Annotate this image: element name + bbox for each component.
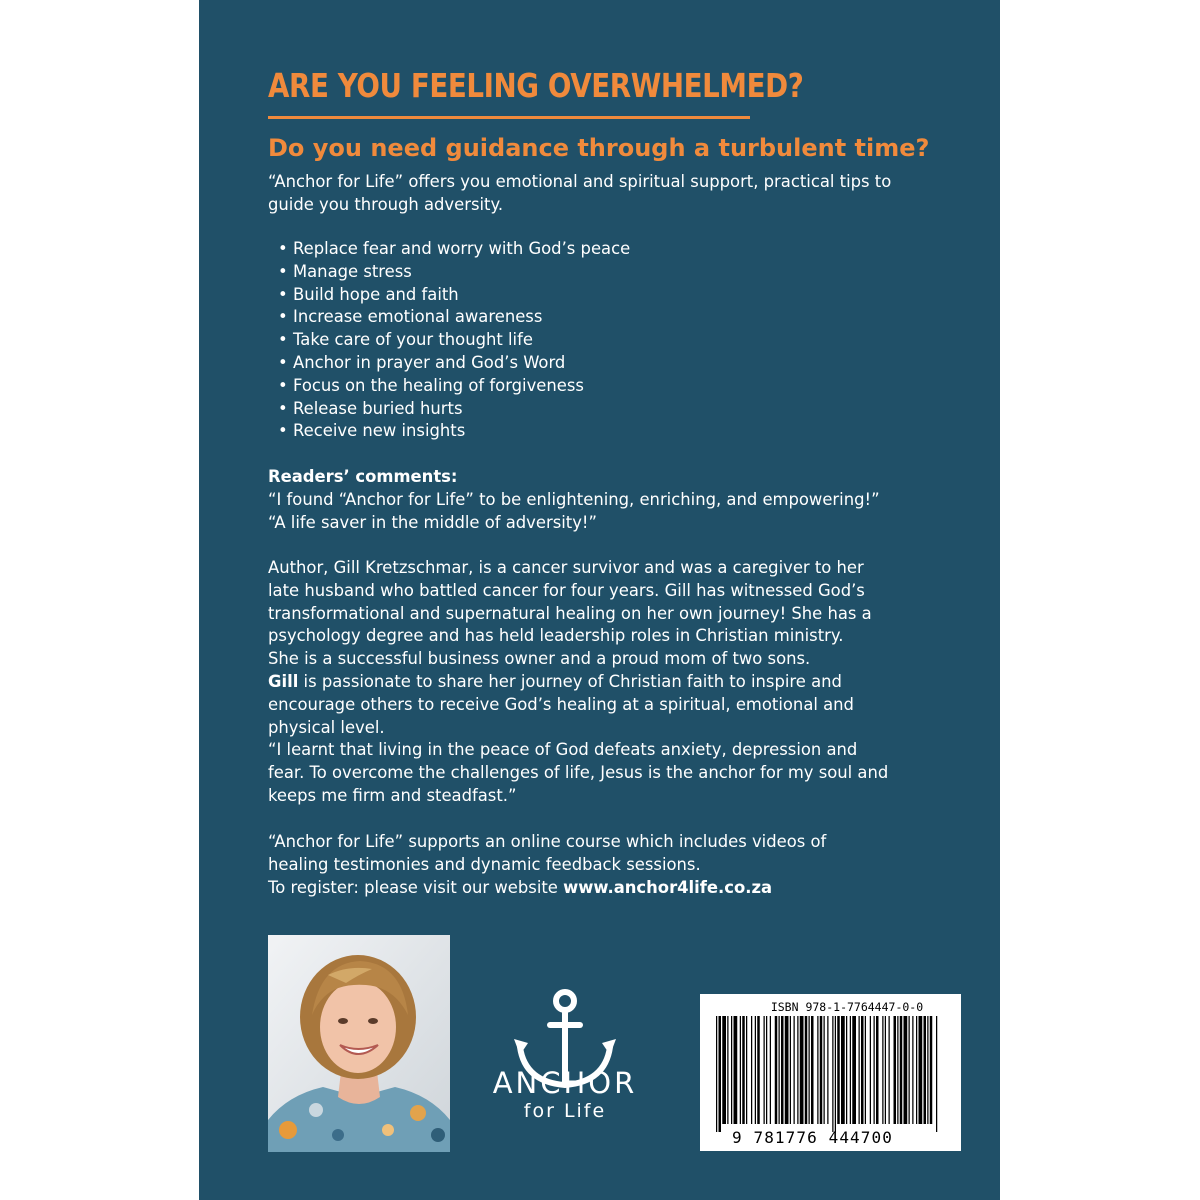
barcode-bar [781,1016,784,1124]
barcode-bar [897,1016,898,1124]
bullet-icon: • [278,284,288,304]
barcode-bar [846,1016,847,1124]
list-item [278,284,630,307]
bullet-icon: • [278,239,288,258]
barcode-bar [766,1016,767,1124]
bio-line: psychology degree and has held leadership roles in Christian ministry. [268,626,844,646]
bio-line [268,671,948,694]
bio-line-text: is passionate to share her journey of Christian faith to inspire and [298,671,842,691]
barcode-bar [841,1016,845,1124]
barcode-bar [770,1016,771,1124]
author-portrait-illustration [268,935,450,1152]
barcode-bar [731,1016,732,1124]
barcode-bar [930,1016,933,1124]
barcode-bar [751,1016,752,1124]
barcode-bar [835,1016,836,1132]
barcode-bar [727,1016,728,1124]
barcode-bar [716,1016,717,1132]
list-item-text: Build hope and faith [293,284,459,304]
reader-quote: “I found “Anchor for Life” to be enlightening, enriching, and empowering!” [268,489,880,509]
barcode-bar [865,1016,866,1124]
barcode-bar [900,1016,903,1124]
bullet-icon: • [278,330,288,350]
reader-quote: “A life saver in the middle of adversity!” [268,512,597,532]
barcode-bar [924,1016,927,1124]
barcode-bar [790,1016,791,1124]
bio-line: She is a successful business owner and a proud mom of two sons. [268,649,811,669]
author-quote-line: fear. To overcome the challenges of life, Jesus is the anchor for my soul and [268,763,889,783]
bio-line: late husband who battled cancer for four years. Gill has witnessed God’s [268,580,865,600]
bio-line: transformational and supernatural healing on her own journey! She has a [268,603,872,623]
list-item [278,420,630,443]
list-item-text: Anchor in prayer and God’s Word [293,352,566,372]
barcode-bar [742,1016,745,1124]
subheading: Do you need guidance through a turbulent time? [268,134,930,162]
barcode-bar [927,1016,928,1124]
barcode-bar [936,1016,937,1132]
list-item-text: Focus on the healing of forgiveness [293,375,584,395]
intro-paragraph [268,171,948,217]
barcode-bar [889,1016,890,1124]
barcode-bar [827,1016,828,1124]
barcode-bar [916,1016,917,1124]
course-line: “Anchor for Life” supports an online course which includes videos of [268,832,827,851]
barcode-bar [820,1016,823,1124]
list-item-text: Release buried hurts [293,398,463,418]
barcode-bar [852,1016,856,1124]
headline-underline [268,116,750,119]
bio-line: encourage others to receive God’s healing at a spiritual, emotional and [268,694,854,714]
bullet-icon: • [278,261,288,281]
barcode-bar [909,1016,910,1124]
barcode-bar [885,1016,886,1124]
register-line [268,877,948,900]
author-name: Gill [268,671,299,691]
barcode-bar [861,1016,864,1124]
author-quote-line: keeps me firm and steadfast.” [268,785,517,805]
barcode-bar [722,1016,726,1124]
barcode-bar [785,1016,789,1124]
barcode-bar [775,1016,778,1124]
list-item [278,261,630,284]
barcode [712,1016,942,1132]
barcode-bar [882,1016,883,1124]
barcode-bar [859,1016,860,1124]
list-item-text: Take care of your thought life [293,330,533,350]
register-text: To register: please visit our website [268,877,564,897]
barcode-bar [755,1016,756,1124]
barcode-bar [811,1016,814,1124]
barcode-bar [734,1016,738,1124]
list-item [278,398,630,421]
list-item [278,306,630,329]
barcode-bar [719,1016,722,1132]
list-item [278,329,630,352]
list-item [278,375,630,398]
barcode-bar [817,1016,818,1124]
website-link[interactable]: www.anchor4life.co.za [563,877,773,897]
barcode-bar [800,1016,804,1124]
barcode-bar [850,1016,851,1124]
bio-line: Author, Gill Kretzschmar, is a cancer survivor and was a caregiver to her [268,558,864,577]
barcode-bar [874,1016,875,1124]
barcode-bar [876,1016,879,1124]
barcode-bar [740,1016,741,1124]
bullet-icon: • [278,421,288,441]
barcode-bar [794,1016,795,1124]
barcode-bar [870,1016,871,1124]
course-line: healing testimonies and dynamic feedback sessions. [268,854,701,874]
list-item-text: Replace fear and worry with God’s peace [293,239,631,258]
comments-label: Readers’ comments: [268,467,458,486]
author-quote-line: “I learnt that living in the peace of God defeats anxiety, depression and [268,740,858,760]
barcode-bar [805,1016,808,1124]
isbn-label: ISBN 978-1-7764447-0-0 [770,1000,924,1014]
list-item [278,352,630,375]
barcode-number: 9 781776 444700 [732,1128,893,1147]
bio-line: physical level. [268,717,385,737]
readers-comments [268,466,948,534]
barcode-bar [919,1016,923,1124]
bullet-icon: • [278,398,288,418]
barcode-bar [797,1016,798,1124]
barcode-bar [894,1016,897,1124]
barcode-bar [904,1016,908,1124]
barcode-bar [764,1016,765,1124]
barcode-bar [912,1016,913,1124]
course-info [268,831,948,899]
intro-line: “Anchor for Life” offers you emotional and spiritual support, practical tips to [268,172,892,191]
intro-line: guide you through adversity. [268,194,504,214]
barcode-bar [746,1016,747,1124]
list-item-text: Increase emotional awareness [293,307,543,327]
bullet-icon: • [278,307,288,327]
barcode-bar [837,1016,840,1124]
barcode-bar [757,1016,760,1124]
author-bio [268,557,948,808]
author-photo [268,935,450,1152]
list-item-text: Receive new insights [293,421,466,441]
headline: ARE YOU FEELING OVERWHELMED? [268,66,804,105]
barcode-bar [832,1016,833,1132]
bullet-icon: • [278,352,288,372]
logo-wordmark: ANCHOR [492,1066,638,1100]
list-item-text: Manage stress [293,261,412,281]
bullet-icon: • [278,375,288,395]
barcode-bar [809,1016,810,1124]
benefits-list [278,238,630,443]
logo-tagline: for Life [523,1100,607,1122]
list-item [278,238,630,261]
barcode-bar [779,1016,780,1124]
barcode-bar [824,1016,825,1124]
